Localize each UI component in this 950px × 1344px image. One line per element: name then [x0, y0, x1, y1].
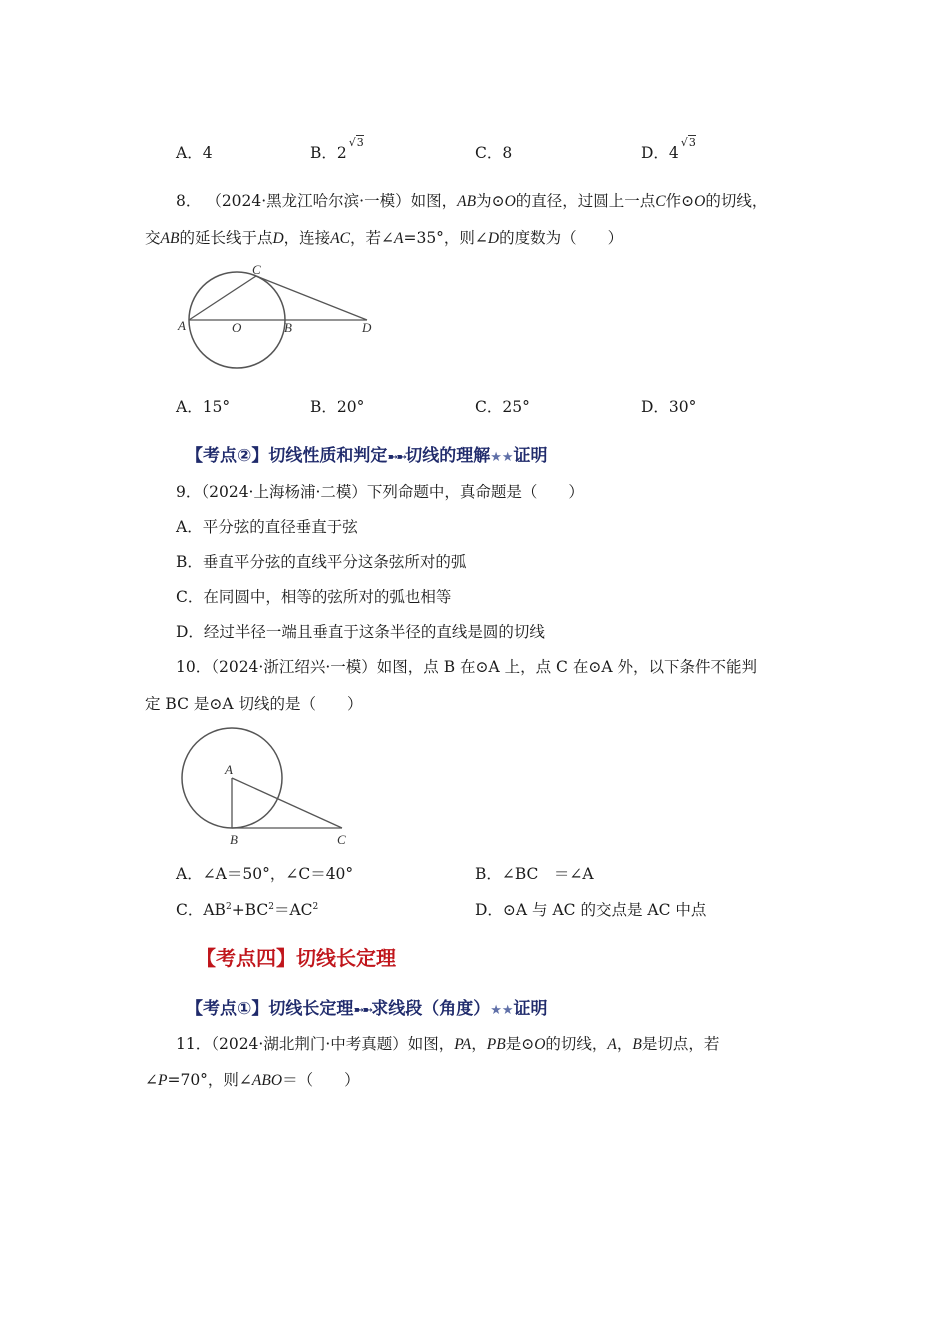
q10-figure: [170, 722, 360, 850]
q9-option-b: B．垂直平分弦的直线平分这条弦所对的弧: [176, 553, 467, 571]
q10-option-c: [176, 898, 318, 920]
q9-option-c: C．在同圆中，相等的弦所对的弧也相等: [176, 588, 452, 606]
q8-ac: AC: [330, 230, 350, 247]
q7-option-b: [310, 136, 364, 163]
q8-text: ，连接: [283, 229, 331, 247]
q11-text: ，: [616, 1035, 633, 1053]
q8-text: 作⊙: [665, 192, 695, 210]
section-1-title: 【考点①】切线长定理: [186, 999, 354, 1019]
q8-label-d: D: [362, 320, 372, 335]
sqrt-icon: √3: [348, 136, 364, 149]
q8-line-ac: [189, 276, 256, 320]
q11-a: A: [607, 1036, 617, 1053]
q10-option-c-text: +BC: [231, 901, 269, 919]
q7-option-a: A．4: [176, 144, 213, 162]
q11-abo: ABO: [251, 1072, 283, 1089]
q9-option-a: A．平分弦的直径垂直于弦: [176, 518, 358, 536]
q8-text: 的直径，过圆上一点: [515, 192, 656, 210]
section-2-suffix: 证明: [513, 446, 548, 466]
q10-stem-line1: 10．（2024·浙江绍兴·一模）如图，点 B 在⊙A 上，点 C 在⊙A 外，以下条件不能判: [176, 658, 757, 676]
q8-o: O: [504, 193, 516, 210]
q8-number: 8．: [176, 192, 202, 210]
q10-label-b: B: [230, 832, 238, 847]
q11-b: B: [632, 1036, 642, 1053]
q8-option-c: C．25°: [475, 398, 530, 416]
q7-option-d-root: 3: [688, 136, 696, 149]
section-1-heading: [186, 994, 548, 1019]
q8-stem-line2: [145, 226, 623, 248]
q10-option-c-sup: 2: [312, 901, 319, 912]
arrow-icon: ➼➼: [353, 1003, 372, 1018]
q8-d: D: [272, 230, 284, 247]
q10-option-c-sup: 2: [225, 901, 232, 912]
star-icon: ★★: [490, 1003, 514, 1018]
q7-option-c: C．8: [475, 144, 513, 162]
q8-text: 的延长线于点: [179, 229, 273, 247]
q7-option-d: [641, 136, 696, 163]
q11-text: 是⊙: [505, 1035, 535, 1053]
q8-label-b: B: [284, 320, 292, 335]
q11-p: P: [158, 1072, 168, 1089]
q11-text: 11．（2024·湖北荆门·中考真题）如图，: [176, 1035, 455, 1053]
q10-option-c-sup: 2: [268, 901, 274, 912]
section-1-suffix: 证明: [513, 999, 548, 1019]
q10-label-c: C: [337, 832, 346, 847]
q7-option-b-root: 3: [356, 136, 364, 149]
arrow-icon: ➼➼: [387, 450, 406, 465]
section-2-subtitle: 切线的理解: [405, 446, 491, 466]
q7-option-d-prefix: D．4: [641, 144, 679, 162]
q8-text: 的度数为（ ）: [499, 229, 624, 247]
q11-o: O: [534, 1036, 546, 1053]
q8-o: O: [694, 193, 706, 210]
q8-ab: AB: [457, 193, 477, 210]
q8-label-o: O: [232, 320, 242, 335]
section-2-title: 【考点②】切线性质和判定: [186, 446, 388, 466]
q7-option-b-prefix: B．2: [310, 144, 347, 162]
q8-source: （2024·黑龙江哈尔滨·一模）如图，: [206, 192, 458, 210]
q11-text: ∠: [145, 1071, 158, 1089]
q8-label-c: C: [252, 262, 261, 277]
q11-text: ＝（ ）: [282, 1071, 360, 1089]
star-icon: ★★: [490, 450, 514, 465]
q10-option-d: D．⊙A 与 AC 的交点是 AC 中点: [475, 901, 707, 919]
q8-text: ，若∠: [350, 229, 394, 247]
q8-stem-line1: [176, 189, 767, 211]
q11-pb: PB: [486, 1036, 506, 1053]
q11-text: 的切线，: [545, 1035, 608, 1053]
q10-option-c-text: ＝AC: [273, 901, 313, 919]
section-4-heading: 【考点四】切线长定理: [196, 946, 396, 970]
q8-a: A: [394, 230, 404, 247]
q10-option-b: B．∠BC ＝∠A: [475, 865, 594, 883]
q9-stem: 9．（2024·上海杨浦·二模）下列命题中，真命题是（ ）: [176, 483, 584, 501]
q11-text: ，: [471, 1035, 487, 1053]
q10-option-c-text: C．AB: [176, 901, 226, 919]
section-1-subtitle: 求线段（角度）: [371, 999, 491, 1019]
sqrt-icon: √3: [680, 136, 696, 149]
q11-pa: PA: [454, 1036, 472, 1053]
q10-stem-line2: 定 BC 是⊙A 切线的是（ ）: [145, 695, 363, 713]
q8-text: 的切线，: [705, 192, 768, 210]
q8-text: =35°，则∠: [403, 229, 488, 247]
q10-option-a: A．∠A＝50°，∠C＝40°: [176, 865, 354, 883]
q8-label-a: A: [178, 318, 186, 333]
q8-d: D: [487, 230, 500, 247]
q11-stem-line1: [176, 1032, 719, 1054]
q8-option-a: A．15°: [176, 398, 231, 416]
q8-figure: [170, 258, 390, 378]
q8-line-cd: [256, 276, 367, 320]
q8-ab: AB: [160, 230, 180, 247]
section-2-heading: [186, 441, 548, 466]
q11-stem-line2: [145, 1068, 360, 1090]
q8-c: C: [655, 193, 666, 210]
q11-text: =70°，则∠: [167, 1071, 252, 1089]
q10-label-a: A: [225, 762, 233, 777]
q8-option-b: B．20°: [310, 398, 365, 416]
q9-option-d: D．经过半径一端且垂直于这条半径的直线是圆的切线: [176, 623, 545, 641]
q8-text: 交: [145, 229, 161, 247]
q10-line-ac: [232, 778, 342, 828]
q8-option-d: D．30°: [641, 398, 697, 416]
q11-text: 是切点，若: [641, 1035, 720, 1053]
q8-text: 为⊙: [476, 192, 505, 210]
